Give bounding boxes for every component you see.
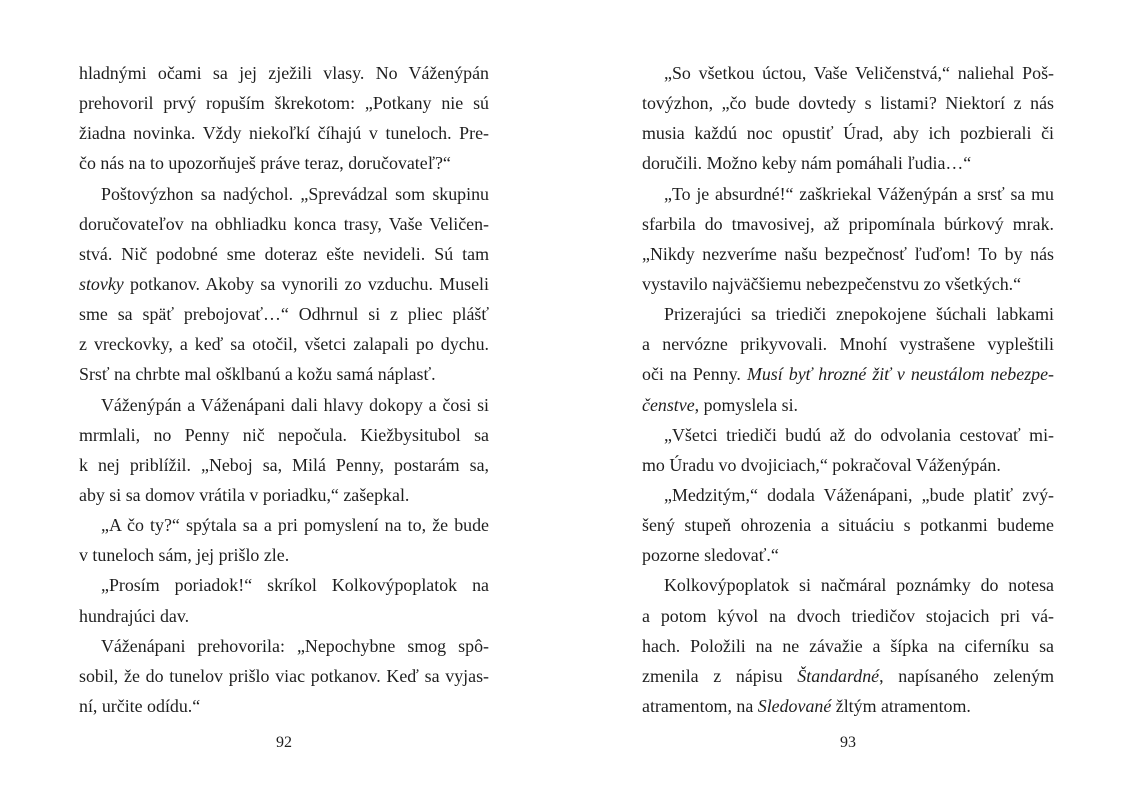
text-run: oči na Penny. [642,364,747,385]
text-line: stvá. Nič podobné sme doteraz ešte nevideli. Sú tam [79,243,489,264]
text-line: musia každú noc opustiť Úrad, aby ich pozbierali či [642,123,1054,144]
text-line: ní, určite odídu.“ [79,695,201,716]
text-line: sme sa späť prebojovať…“ Odhrnul si z pliec plášť [79,304,489,325]
left-page-number: 92 [276,734,292,751]
text-line: aby si sa domov vrátila v poriadku,“ zašepkal. [79,484,410,505]
text-line: „Nikdy nezveríme našu bezpečnosť ľuďom! To by nás [642,243,1054,264]
text-line: „To je absurdné!“ zaškriekal Váženýpán a srsť sa mu [664,183,1054,204]
text-line: hladnými očami sa jej zježili vlasy. No Váženýpán [79,63,489,83]
text-line: Váženýpán a Váženápani dali hlavy dokopy a čosi si [101,394,489,415]
italic-run: Štandardné [797,665,880,686]
right-page [642,0,1054,800]
text-line: prehovoril prvý ropuším škrekotom: „Potkany nie sú [79,93,489,114]
italic-run: čenstve [642,394,695,415]
text-line: čo nás na to upozorňuješ práve teraz, doručovateľ?“ [79,153,451,174]
text-line: sobil, že do tunelov prišlo viac potkanov. Keď sa vyjas- [79,665,489,686]
text-run: potkanov. Akoby sa vynorili zo vzduchu. Museli [123,273,489,294]
italic-run: stovky [79,273,124,294]
text-line: „Všetci triediči budú až do odvolania cestovať mi- [664,424,1054,445]
text-line: mrmlali, no Penny nič nepočula. Kiežbysitubol sa [79,424,489,445]
text-line: Váženápani prehovorila: „Nepochybne smog spô- [101,635,489,656]
italic-run: Sledované [757,695,832,716]
text-line [79,269,489,299]
text-line [642,691,1054,721]
text-run: , napísaného zeleným [879,665,1054,686]
text-line: Poštovýzhon sa nadýchol. „Sprevádzal som skupinu [101,183,489,204]
text-line: šený stupeň ohrozenia a situáciu s potkanmi budeme [642,515,1054,536]
text-line: Prizerajúci sa triediči znepokojene šúchali labkami [664,304,1054,325]
text-line: a nervózne prikyvovali. Mnohí vystrašene vypleštili [642,334,1054,355]
text-line: z vreckovky, a keď sa otočil, všetci zalapali po dychu. [79,334,489,355]
left-page [79,0,489,800]
text-run: zmenila z nápisu [642,665,798,686]
text-line: hach. Položili na ne závažie a šípka na ciferníku sa [642,635,1054,656]
text-line: „So všetkou úctou, Vaše Veličenstvá,“ naliehal Poš- [664,63,1054,83]
text-line: hundrajúci dav. [79,605,190,626]
text-line: „A čo ty?“ spýtala sa a pri pomyslení na to, že bude [101,515,489,536]
text-line: doručovateľov na obhliadku konca trasy, Vaše Veličen- [79,213,489,234]
text-line: mo Úradu vo dvojiciach,“ pokračoval Váženýpán. [642,454,1001,475]
text-run: atramentom, na [642,695,758,716]
text-line: a potom kývol na dvoch triedičov stojacich pri vá- [642,605,1054,626]
left-page-text [79,58,489,721]
text-line: doručili. Možno keby nám pomáhali ľudia…“ [642,153,972,174]
text-line: pozorne sledovať.“ [642,545,779,566]
text-line: k nej priblížil. „Neboj sa, Milá Penny, postarám sa, [79,454,489,475]
text-run: , pomyslela si. [694,394,799,415]
text-line: „Prosím poriadok!“ skríkol Kolkovýpoplatok na [101,575,489,596]
text-line: v tuneloch sám, jej prišlo zle. [79,545,290,566]
text-line: sfarbila do tmavosivej, až pripomínala búrkový mrak. [642,213,1054,234]
right-page-text [642,58,1054,721]
text-line: Kolkovýpoplatok si načmáral poznámky do notesa [664,575,1054,596]
italic-run: Musí byť hrozné žiť v neustálom nebezpe- [746,364,1054,385]
right-page-number: 93 [840,734,856,751]
text-line: „Medzitým,“ dodala Váženápani, „bude platiť zvý- [664,484,1054,505]
text-line: vystavilo najväčšiemu nebezpečenstvu zo všetkých.“ [642,273,1022,294]
text-run: žltým atramentom. [831,695,971,716]
text-line: tovýzhon, „čo bude dovtedy s listami? Niektorí z nás [642,93,1054,114]
text-line [642,390,1054,420]
text-line [642,661,1054,691]
text-line: žiadna novinka. Vždy niekoľkí číhajú v tuneloch. Pre- [79,123,489,144]
text-line: Srsť na chrbte mal ošklbanú a kožu samá náplasť. [79,364,436,385]
text-line [642,359,1054,389]
